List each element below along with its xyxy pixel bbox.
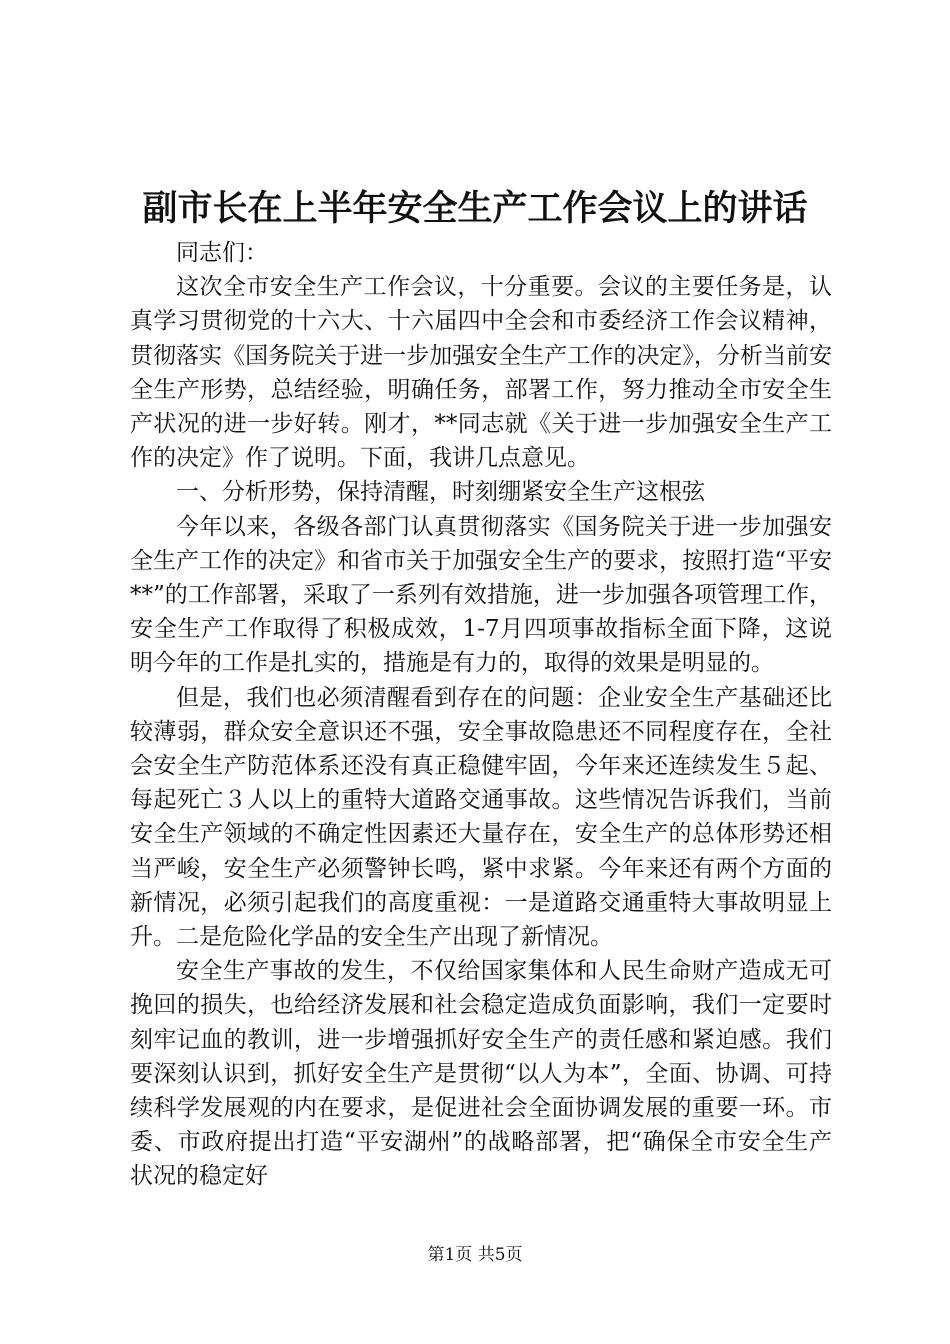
body-paragraph: 但是，我们也必须清醒看到存在的问题：企业安全生产基础还比较薄弱，群众安全意识还不强，安全事故隐患还不同程度存在，全社会安全生产防范体系还没有真正稳健牢固，今年来还连续发生５起、每起死亡３人以上的重特大道路交通事故。这些情况告诉我们，当前安全生产领域的不确定性因素还大量存在，安全生产的总体形势还相当严峻，安全生产必须警钟长鸣，紧中求紧。今年来还有两个方面的新情况，必须引起我们的高度重视：一是道路交通重特大事故明显上升。二是危险化学品的安全生产出现了新情况。	[130, 684, 832, 951]
body-paragraph: 今年以来，各级各部门认真贯彻落实《国务院关于进一步加强安全生产工作的决定》和省市关于加强安全生产的要求，按照打造“平安**”的工作部署，采取了一系列有效措施，进一步加强各项管理工作，安全生产工作取得了积极成效，1-7月四项事故指标全面下降，这说明今年的工作是扎实的，措施是有力的，取得的效果是明显的。	[130, 513, 832, 677]
salutation-paragraph: 同志们：	[176, 240, 268, 266]
body-paragraph: 安全生产事故的发生，不仅给国家集体和人民生命财产造成无可挽回的损失，也给经济发展和社会稳定造成负面影响，我们一定要时刻牢记血的教训，进一步增强抓好安全生产的责任感和紧迫感。我们要深刻认识到，抓好安全生产是贯彻“以人为本”，全面、协调、可持续科学发展观的内在要求，是促进社会全面协调发展的重要一环。市委、市政府提出打造“平安湖州”的战略部署，把“确保全市安全生产状况的稳定好	[130, 958, 832, 1190]
body-paragraph: 这次全市安全生产工作会议，十分重要。会议的主要任务是，认真学习贯彻党的十六大、十六届四中全会和市委经济工作会议精神，贯彻落实《国务院关于进一步加强安全生产工作的决定》，分析当前安全生产形势，总结经验，明确任务，部署工作，努力推动全市安全生产状况的进一步好转。刚才，**同志就《关于进一步加强安全生产工作的决定》作了说明。下面，我讲几点意见。	[130, 274, 832, 472]
page-number-footer: 第1页 共5页	[427, 1245, 523, 1265]
document-body	[130, 236, 832, 1194]
section-heading: 一、分析形势，保持清醒，时刻绷紧安全生产这根弦	[176, 479, 705, 506]
document-title: 副市长在上半年安全生产工作会议上的讲话	[142, 188, 808, 229]
